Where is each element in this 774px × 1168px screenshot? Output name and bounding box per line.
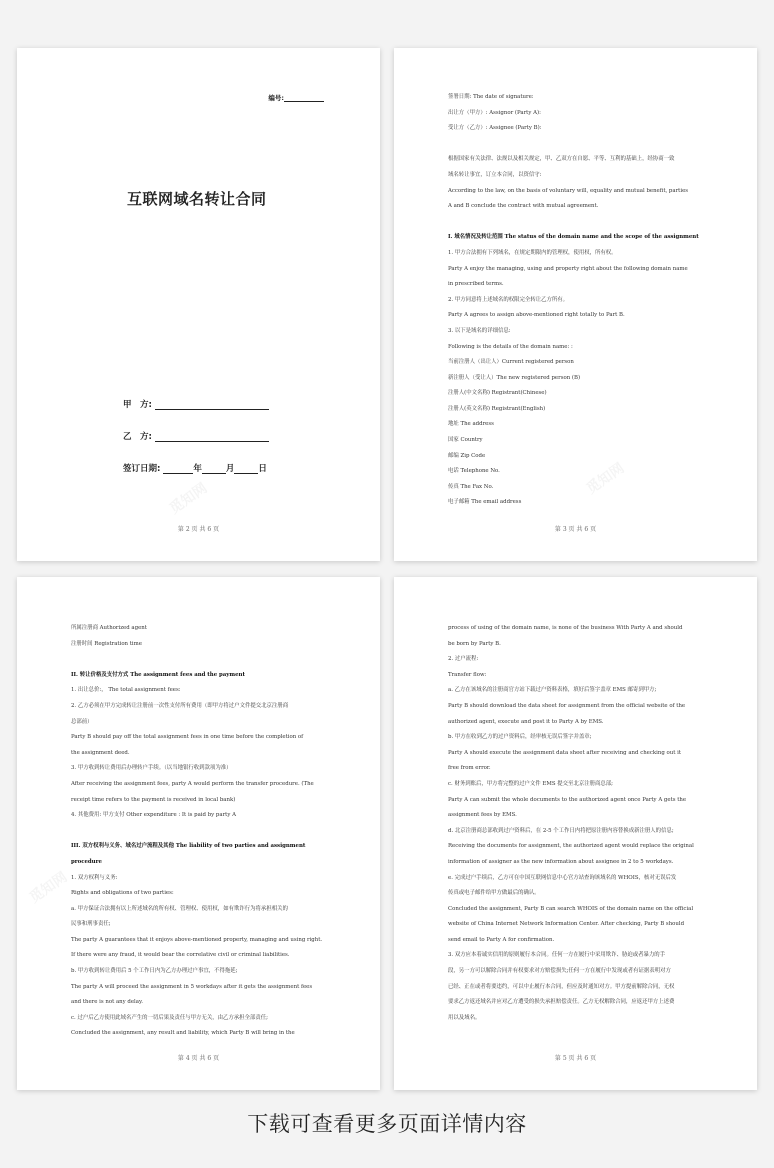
text-line: assignment fees by EMS.	[448, 812, 517, 819]
text-line: Transfer flow:	[448, 671, 487, 678]
text-line: Party B should download the data sheet for assignment from the official website of the	[448, 702, 686, 709]
text-line: Party A agrees to assign above-mentioned right totally to Part B.	[448, 312, 625, 319]
text-line: According to the law, on the basis of voluntary will, equality and mutual benefit, parties	[448, 187, 689, 194]
blank-line	[71, 652, 346, 668]
text-line: b. 甲方收到转让费用后 5 个工作日内为乙方办理过户事宜，不得拖延;	[71, 968, 238, 975]
text-line: receipt time refers to the payment is received in local bank)	[71, 796, 236, 803]
document-page-4	[17, 577, 380, 1090]
text-line: 传真 The Fax No.	[448, 483, 494, 490]
text-line: 出让方（甲方）: Assignor (Party A):	[448, 109, 541, 116]
contract-number-label: 编号:	[268, 94, 284, 102]
party-b-blank	[155, 432, 269, 442]
text-line: Receiving the documents for assignment, the authorized agent would replace the original	[448, 843, 694, 850]
text-line: 签署日期: The date of signature:	[448, 94, 534, 100]
sign-date-label: 签订日期:	[123, 464, 161, 474]
text-line: II. 转让价格及支付方式 The assignment fees and the payment	[71, 671, 245, 678]
year-label: 年	[193, 464, 202, 474]
text-line: procedure	[71, 858, 102, 865]
year-blank	[163, 464, 193, 474]
page-body	[71, 621, 346, 1042]
text-line: 1. 甲方合法拥有下列域名，在规定期限内的管理权，使用权，所有权。	[448, 249, 617, 256]
page-number: 第 2 页 共 6 页	[177, 526, 220, 533]
day-blank	[234, 464, 258, 474]
text-line: 3. 以下是域名的详细信息:	[448, 327, 511, 334]
text-line: b. 甲方在收到乙方的过户资料后，经审核无误后签字并盖章;	[448, 734, 592, 741]
text-line: website of China Internet Network Information Center. After checking, Party B should	[448, 921, 685, 928]
text-line: process of using of the domain name, is none of the business With Party A and should	[448, 625, 683, 631]
month-label: 月	[225, 464, 235, 474]
text-line: e. 完成过户手续后，乙方可在中国互联网信息中心官方站查询该域名的 WHOIS，核对无误后发	[448, 874, 677, 881]
party-b-line	[123, 430, 269, 442]
text-line: a. 甲方保证合法拥有以上所述域名的所有权、管理权、使用权，如有欺诈行为将承担相关的	[71, 905, 288, 912]
text-line: 受让方（乙方）: Assignee (Party B):	[448, 125, 542, 132]
party-a-blank	[155, 400, 269, 410]
text-line: free from error.	[448, 765, 491, 772]
text-line: 所属注册商 Authorized agent	[71, 625, 147, 631]
text-line: 段，另一方可以解除合同并有权要求对方赔偿损失;任何一方在履行中发现或者有证据表明对方	[448, 968, 671, 975]
text-line: The party A guarantees that it enjoys above-mentioned property, managing and using right.	[71, 936, 323, 943]
party-a-line	[123, 398, 269, 410]
text-line: 域名转让事宜，订立本合同，以资信守:	[448, 171, 542, 178]
download-banner[interactable]: 下载可查看更多页面详情内容	[247, 1112, 527, 1136]
blank-line	[448, 215, 723, 231]
text-line: 2. 甲方同意将上述域名的权限完全转让乙方所有。	[448, 296, 569, 303]
text-line: 注册人(中文名称) Registrant(Chinese)	[448, 390, 547, 397]
text-line: 用以及域名。	[448, 1014, 481, 1021]
text-line: 根据国家有关法律、法规以及相关规定，甲、乙双方在自愿、平等、互利的基础上，经协商一致	[448, 156, 675, 163]
page-number: 第 3 页 共 6 页	[554, 526, 597, 533]
blank-line	[71, 824, 346, 840]
text-line: 要求乙方返还域名并应对乙方遭受的损失承担赔偿责任。乙方无权解除合同，应返还甲方上述费	[448, 999, 675, 1006]
text-line: c. 财务到账后，甲方将完整的过户文件 EMS 提交至北京注册商总部;	[448, 780, 613, 787]
text-line: 3. 甲方收到转让费用后办理转户手续。（以当地银行收到款项为准）	[71, 765, 232, 772]
document-page-cover	[17, 48, 380, 561]
text-line: a. 乙方在该域名的注册商官方站下载过户资料表格，填好后签字盖章 EMS 邮寄到甲方;	[448, 687, 657, 694]
text-line: 已经、正在或者将要违约，可以中止履行本合同，但应及时通知对方。甲方提前解除合同，无权	[448, 983, 675, 990]
text-line: 当前注册人（出让人）Current registered person	[448, 359, 574, 366]
text-line: Following is the details of the domain name: :	[448, 343, 573, 350]
text-line: and there is not any delay.	[71, 999, 144, 1006]
text-line: 国家 Country	[448, 437, 483, 444]
text-line: The party A will proceed the assignment in 5 workdays after it gets the assignment fees	[71, 983, 313, 990]
text-line: III. 双方权利与义务、域名过户流程及其他 The liability of two parties and assignment	[71, 843, 306, 850]
text-line: 注册人(英文名称) Registrant(English)	[448, 405, 546, 412]
text-line: 民事和刑事责任;	[71, 921, 111, 928]
text-line: 新注册人（受让人）The new registered person (B)	[448, 374, 581, 381]
party-b-label: 乙 方:	[123, 432, 152, 442]
watermark	[165, 478, 211, 518]
text-line: I. 域名情况及转让范围 The status of the domain name and the scope of the assignment	[448, 234, 699, 241]
text-line: 2. 乙方必须在甲方完成转让注册前一次性支付所有费用（即甲方将过户文件提交北京注册商	[71, 702, 289, 709]
contract-number-blank	[284, 101, 324, 102]
party-a-label: 甲 方:	[123, 400, 152, 410]
page-body	[448, 90, 723, 511]
text-line: A and B conclude the contract with mutual agreement.	[448, 203, 599, 210]
text-line: information of assigner as the new information about assignee in 2 to 5 workdays.	[448, 858, 674, 865]
text-line: If there were any fraud, it would bear the correlative civil or criminal liabilities.	[71, 952, 290, 959]
text-line: 传真或电子邮件给甲方做最后的确认。	[448, 890, 540, 897]
text-line: send email to Party A for confirmation.	[448, 936, 555, 943]
page-number: 第 4 页 共 6 页	[177, 1055, 220, 1062]
contract-number	[268, 93, 324, 102]
text-line: 电话 Telephone No.	[448, 468, 500, 475]
text-line: 地址 The address	[448, 421, 494, 428]
text-line: Party B should pay off the total assignment fees in one time before the completion of	[71, 734, 304, 741]
text-line: the assignment deed.	[71, 749, 130, 756]
contract-title: 互联网域名转让合同	[127, 190, 267, 208]
text-line: Party A enjoy the managing, using and property right about the following domain name	[448, 265, 688, 272]
text-line: 2. 过户流程:	[448, 656, 479, 663]
text-line: Party A should execute the assignment data sheet after receiving and checking out it	[448, 749, 682, 756]
document-page-5	[394, 577, 757, 1090]
text-line: 4. 其他费用: 甲方支付 Other expenditure : It is paid by party A	[71, 812, 236, 819]
text-line: 3. 双方应本着诚实信用的原则履行本合同。任何一方在履行中采用欺诈、胁迫或者暴力的手	[448, 952, 666, 959]
text-line: 总部前）	[71, 718, 93, 725]
text-line: 邮编 Zip Code	[448, 452, 486, 459]
text-line: 1. 双方权利与义务:	[71, 874, 118, 881]
page-number: 第 5 页 共 6 页	[554, 1055, 597, 1062]
blank-line	[448, 137, 723, 153]
document-page-3	[394, 48, 757, 561]
sign-date-line	[123, 462, 267, 474]
month-blank	[202, 464, 226, 474]
text-line: Concluded the assignment, any result and liability, which Party B will bring in the	[71, 1030, 295, 1037]
text-line: authorized agent, execute and post it to Party A by EMS.	[448, 718, 604, 725]
text-line: Party A can submit the whole documents to the authorized agent once Party A gets the	[448, 796, 687, 803]
text-line: 注册时间 Registration time	[71, 640, 142, 647]
text-line: d. 北京注册商总部收到过户资料后，在 2-5 个工作日内将把原注册内容替换成新注册人的信息;	[448, 827, 674, 834]
text-line: Rights and obligations of two parties:	[71, 890, 174, 897]
day-label: 日	[258, 464, 267, 474]
page-body	[448, 621, 723, 1026]
text-line: Concluded the assignment, Party B can search WHOIS of the domain name on the official	[448, 905, 694, 912]
text-line: After receiving the assignment fees, party A would perform the transfer procedure. (The	[71, 780, 314, 787]
text-line: c. 过户后乙方使用此域名产生的一切后果及责任与甲方无关，由乙方承担全部责任;	[71, 1014, 268, 1021]
text-line: 1. 出让总价:， The total assignment fees:	[71, 687, 181, 694]
text-line: be born by Party B.	[448, 640, 501, 647]
text-line: 电子邮箱 The email address	[448, 499, 522, 506]
text-line: in prescribed terms.	[448, 281, 504, 288]
watermark	[25, 867, 71, 907]
